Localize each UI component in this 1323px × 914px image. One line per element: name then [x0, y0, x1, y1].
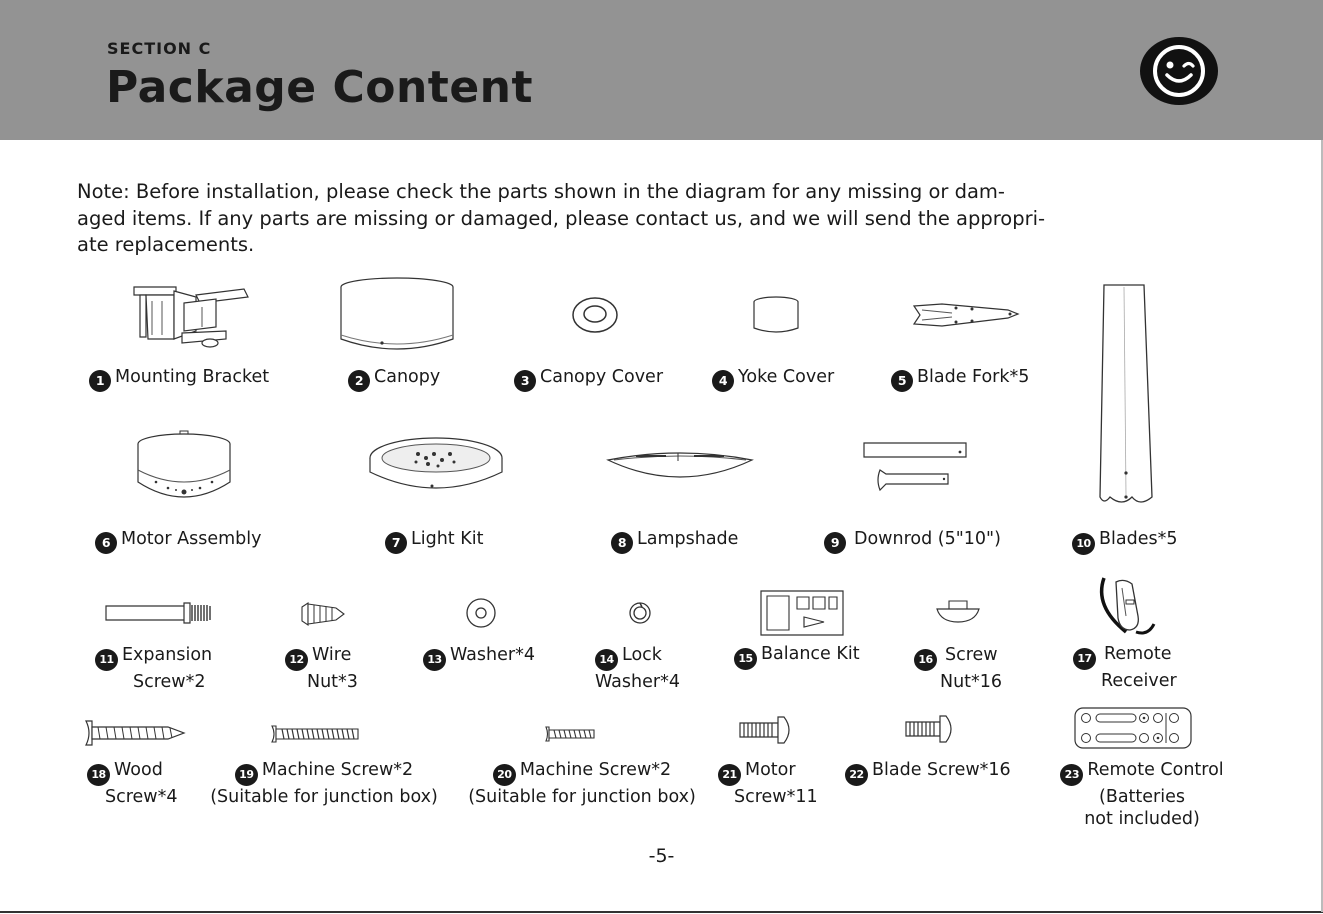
- part-name: Machine Screw*2: [261, 760, 414, 780]
- part-note: (Suitable for junction box): [210, 787, 438, 807]
- light-kit-illustration: [368, 436, 504, 494]
- yoke-cover-illustration: [752, 296, 800, 336]
- lampshade-illustration: [606, 448, 754, 484]
- part-number-badge: 9: [824, 532, 846, 554]
- part-name: Light Kit: [411, 529, 484, 549]
- part-name: Wood: [114, 760, 163, 780]
- part-quantity: Screw*11: [734, 787, 818, 807]
- part-label-blade-screw: [845, 759, 1011, 786]
- part-number-badge: 18: [87, 764, 110, 786]
- mounting-bracket-illustration: [126, 281, 252, 351]
- blade-illustration: [1096, 281, 1158, 509]
- note-line: Note: Before installation, please check the parts shown in the diagram for any missing or dam-: [77, 180, 1005, 203]
- part-name: Balance Kit: [761, 644, 860, 664]
- part-number-badge: 21: [718, 764, 741, 786]
- part-label-motor-screw: [718, 759, 818, 808]
- part-number-badge: 14: [595, 649, 618, 671]
- remote-control-illustration: [1074, 707, 1192, 749]
- part-number-badge: 3: [514, 370, 536, 392]
- part-label-canopy-cover: [514, 366, 663, 392]
- expansion-screw-illustration: [104, 600, 214, 626]
- part-name: Wire: [312, 645, 352, 665]
- part-quantity: Washer*4: [595, 672, 680, 692]
- motor-assembly-illustration: [136, 430, 234, 508]
- part-number-badge: 20: [493, 764, 516, 786]
- part-name: Blade Screw*16: [872, 760, 1011, 780]
- part-number-badge: 10: [1072, 533, 1095, 555]
- part-label-lock-washer: [595, 644, 680, 693]
- part-label-machine-screw-19: [204, 759, 444, 808]
- part-number-badge: 19: [235, 764, 258, 786]
- wire-nut-illustration: [300, 601, 346, 627]
- part-name: Washer*4: [450, 645, 535, 665]
- machine-screw-long-illustration: [270, 724, 360, 744]
- part-name: Remote Control: [1087, 760, 1224, 780]
- part-number-badge: 22: [845, 764, 868, 786]
- part-number-badge: 13: [423, 649, 446, 671]
- part-label-wire-nut: [285, 644, 358, 693]
- balance-kit-illustration: [760, 590, 844, 636]
- part-name: Canopy Cover: [540, 367, 664, 387]
- part-number-badge: 12: [285, 649, 308, 671]
- part-quantity: Receiver: [1101, 671, 1177, 691]
- bottom-divider: [0, 911, 1323, 913]
- washer-illustration: [465, 597, 497, 629]
- part-name: Motor: [745, 760, 796, 780]
- canopy-illustration: [340, 277, 454, 353]
- note-line: ate replacements.: [77, 233, 255, 256]
- page-number: -5-: [648, 845, 675, 867]
- part-note: (Suitable for junction box): [468, 787, 696, 807]
- part-name: Yoke Cover: [738, 367, 835, 387]
- part-label-wood-screw: [87, 759, 178, 808]
- part-name: Canopy: [374, 367, 441, 387]
- part-number-badge: 7: [385, 532, 407, 554]
- part-number-badge: 16: [914, 649, 937, 671]
- part-label-remote-receiver: [1073, 643, 1177, 692]
- part-label-screw-nut: [914, 644, 1002, 693]
- part-name: Downrod (5"10"): [854, 529, 1001, 549]
- part-number-badge: 23: [1060, 764, 1083, 786]
- part-name: Remote: [1104, 644, 1172, 664]
- part-name: Lock: [622, 645, 662, 665]
- part-number-badge: 2: [348, 370, 370, 392]
- part-label-lampshade: [611, 528, 738, 554]
- part-number-badge: 4: [712, 370, 734, 392]
- part-label-blade-fork: [891, 366, 1029, 392]
- part-label-light-kit: [385, 528, 483, 554]
- downrod-illustration: [862, 442, 970, 494]
- part-label-canopy: [348, 366, 440, 392]
- part-label-downrod: [824, 528, 1001, 554]
- part-name: Blades*5: [1099, 529, 1178, 549]
- part-quantity: Nut*3: [307, 672, 358, 692]
- motor-screw-illustration: [738, 715, 794, 745]
- part-name: Mounting Bracket: [115, 367, 270, 387]
- canopy-cover-illustration: [571, 296, 619, 334]
- part-label-blades: [1072, 528, 1177, 555]
- page-title: Package Content: [106, 62, 534, 113]
- winking-face-icon: [1139, 36, 1219, 106]
- wood-screw-illustration: [84, 719, 186, 747]
- part-note: (Batteries: [1099, 787, 1185, 807]
- part-number-badge: 5: [891, 370, 913, 392]
- part-number-badge: 15: [734, 648, 757, 670]
- part-note: not included): [1084, 809, 1200, 829]
- part-label-machine-screw-20: [462, 759, 702, 808]
- part-label-yoke-cover: [712, 366, 834, 392]
- part-label-motor-assembly: [95, 528, 261, 554]
- part-name: Lampshade: [637, 529, 739, 549]
- part-number-badge: 6: [95, 532, 117, 554]
- section-label: SECTION C: [107, 39, 212, 58]
- part-quantity: Nut*16: [940, 672, 1003, 692]
- blade-fork-illustration: [912, 300, 1020, 330]
- lock-washer-illustration: [628, 601, 652, 625]
- blade-screw-illustration: [904, 714, 956, 744]
- part-number-badge: 1: [89, 370, 111, 392]
- part-label-remote-control: [1040, 759, 1244, 830]
- part-name: Expansion: [122, 645, 213, 665]
- header-band: [0, 0, 1323, 140]
- part-label-expansion-screw: [95, 644, 212, 693]
- instruction-note: [77, 179, 1252, 259]
- part-label-washer: [423, 644, 535, 671]
- part-quantity: Screw*4: [105, 787, 178, 807]
- part-name: Screw: [945, 645, 998, 665]
- part-label-mounting-bracket: [89, 366, 269, 392]
- note-line: aged items. If any parts are missing or damaged, please contact us, and we will send the appropri-: [77, 206, 1046, 230]
- part-number-badge: 17: [1073, 648, 1096, 670]
- part-name: Machine Screw*2: [519, 760, 672, 780]
- part-number-badge: 11: [95, 649, 118, 671]
- remote-receiver-illustration: [1096, 576, 1162, 638]
- part-name: Motor Assembly: [121, 529, 262, 549]
- part-name: Blade Fork*5: [917, 367, 1030, 387]
- part-label-balance-kit: [734, 643, 860, 670]
- part-number-badge: 8: [611, 532, 633, 554]
- machine-screw-short-illustration: [544, 726, 596, 742]
- part-quantity: Screw*2: [133, 672, 206, 692]
- screw-nut-illustration: [935, 600, 981, 624]
